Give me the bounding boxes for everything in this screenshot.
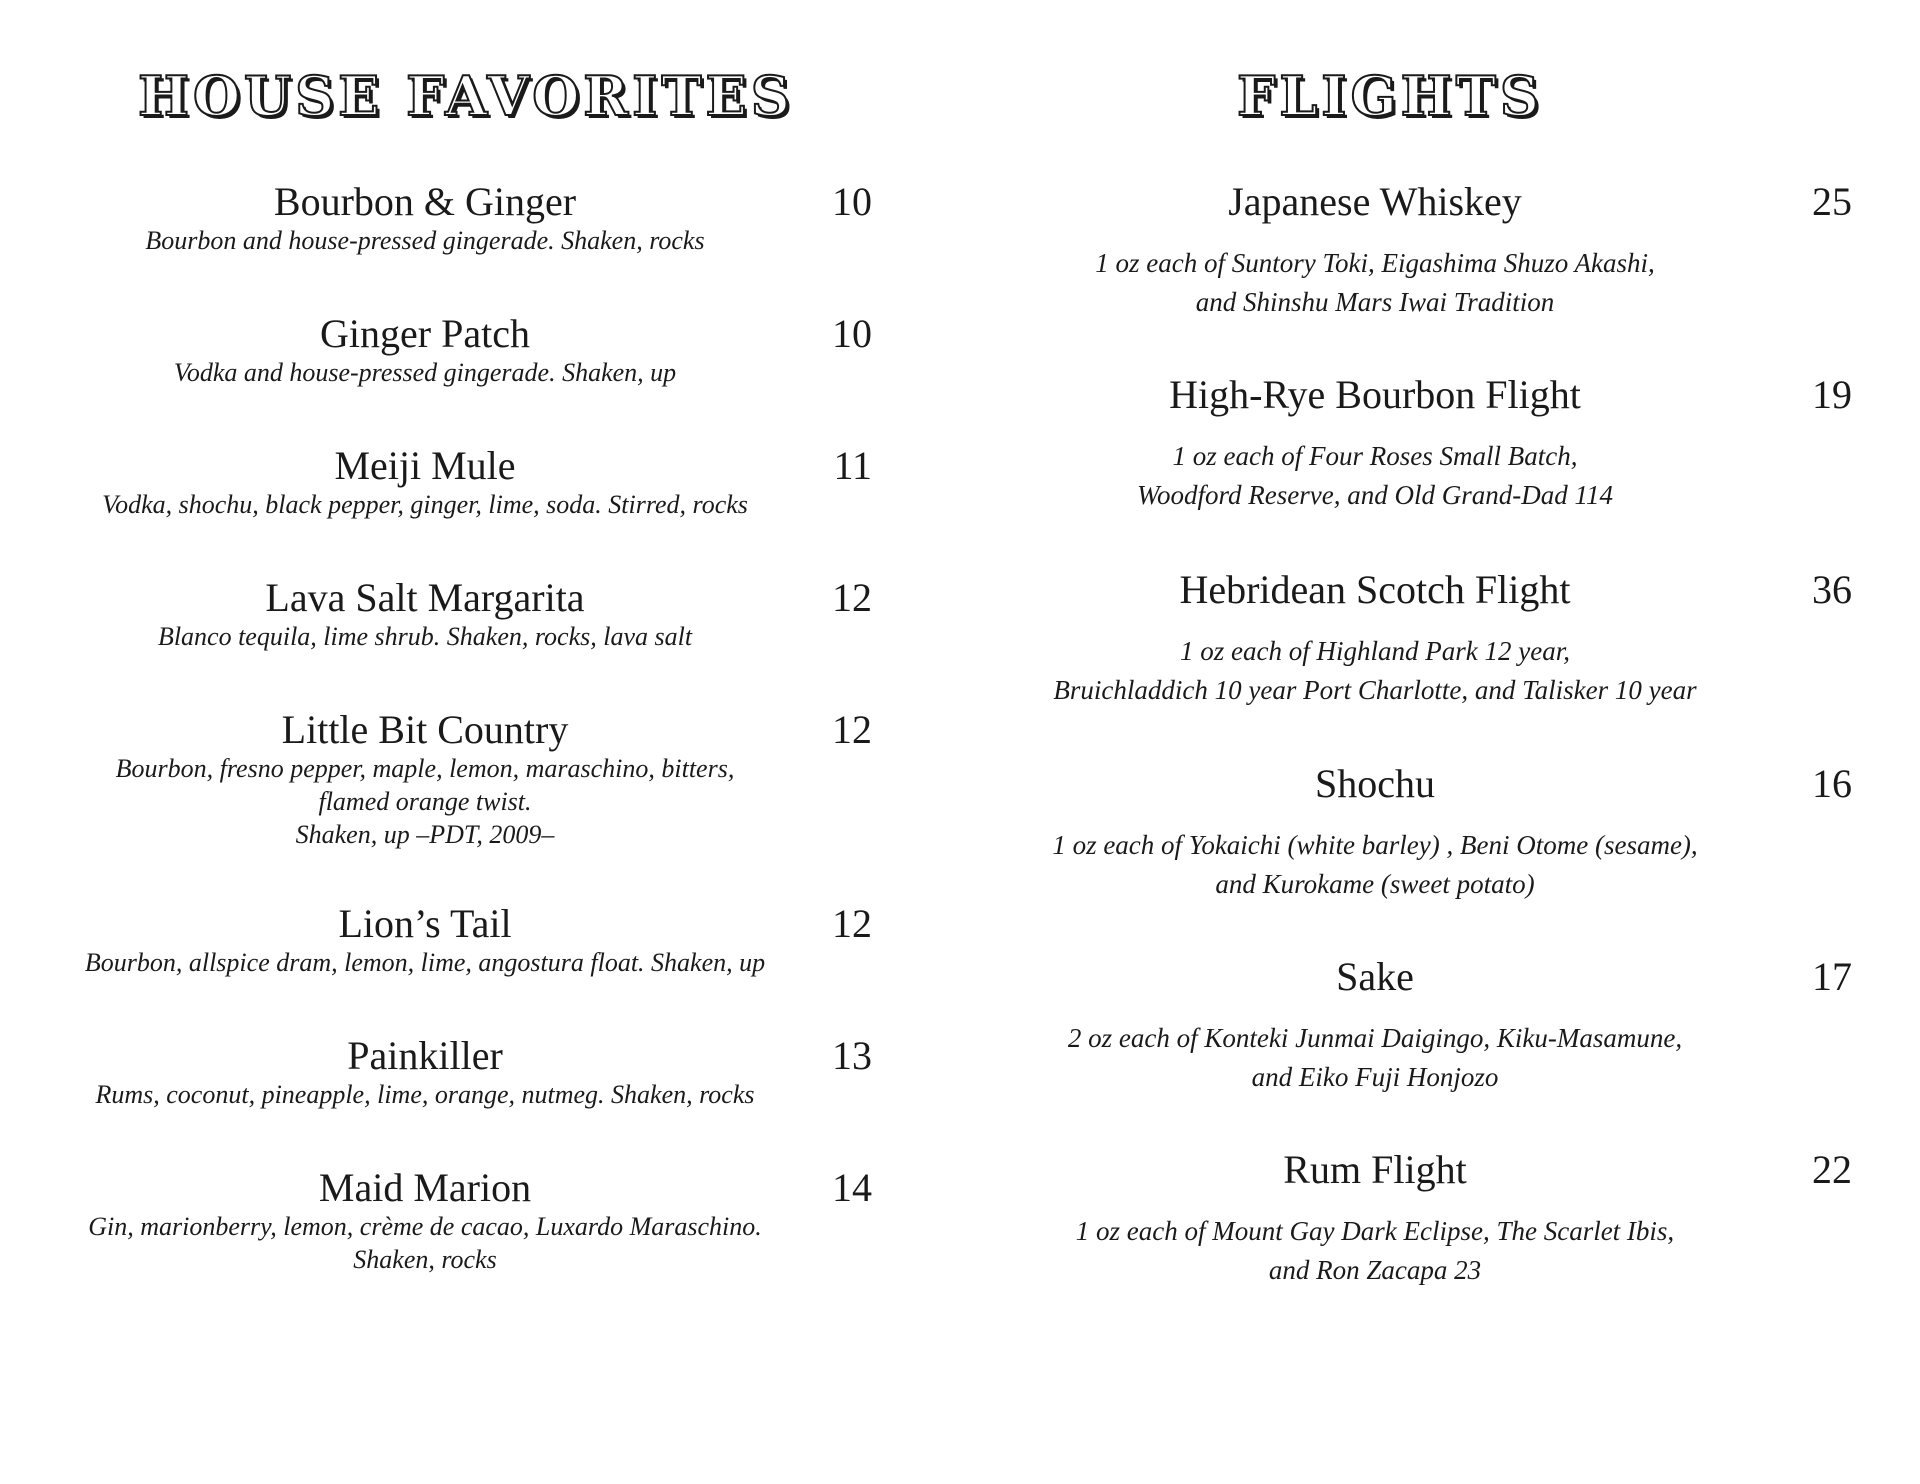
description-line: flamed orange twist.	[318, 787, 532, 816]
description-line: Woodford Reserve, and Old Grand-Dad 114	[1137, 480, 1613, 510]
item-name: Shochu	[1315, 761, 1435, 806]
item-name: Hebridean Scotch Flight	[1179, 567, 1571, 612]
item-name: Bourbon & Ginger	[273, 179, 577, 224]
flights-heading: FLIGHTS	[1237, 64, 1543, 128]
item-description	[80, 1078, 770, 1111]
item-price: 13	[832, 1033, 872, 1078]
item-name: Lava Salt Margarita	[265, 575, 585, 620]
description-line: 1 oz each of Highland Park 12 year,	[1180, 636, 1570, 666]
description-line: 1 oz each of Four Roses Small Batch,	[1172, 441, 1578, 471]
item-description	[1030, 826, 1720, 904]
item-price: 11	[833, 443, 872, 488]
item-name: Maid Marion	[318, 1165, 532, 1210]
item-description	[80, 224, 770, 257]
description-line: and Ron Zacapa 23	[1268, 1255, 1482, 1285]
description-line: Shaken, up –PDT, 2009–	[295, 820, 555, 849]
item-description	[1030, 1019, 1720, 1097]
item-price: 14	[832, 1165, 872, 1210]
item-price: 22	[1812, 1147, 1852, 1192]
description-line: Bruichladdich 10 year Port Charlotte, and Talisker 10 year	[1053, 675, 1697, 705]
item-name: Sake	[1336, 954, 1414, 999]
item-description	[80, 620, 770, 653]
description-line: Gin, marionberry, lemon, crème de cacao, Luxardo Maraschino.	[88, 1212, 762, 1241]
description-line: 1 oz each of Suntory Toki, Eigashima Shuzo Akashi,	[1095, 248, 1655, 278]
item-description	[80, 752, 770, 851]
item-description	[1030, 437, 1720, 515]
item-price: 12	[832, 707, 872, 752]
item-description	[80, 946, 770, 979]
description-line: and Kurokame (sweet potato)	[1215, 869, 1535, 899]
item-description	[1030, 244, 1720, 322]
description-line: Bourbon and house-pressed gingerade. Shaken, rocks	[145, 226, 705, 255]
item-name: Rum Flight	[1283, 1147, 1467, 1192]
house-favorites-heading: HOUSE FAVORITES	[138, 64, 794, 128]
item-price: 12	[832, 575, 872, 620]
item-price: 12	[832, 901, 872, 946]
description-line: Blanco tequila, lime shrub. Shaken, rocks, lava salt	[157, 622, 693, 651]
item-name: Lion’s Tail	[338, 901, 512, 946]
description-line: and Shinshu Mars Iwai Tradition	[1195, 287, 1555, 317]
description-line: Bourbon, fresno pepper, maple, lemon, maraschino, bitters,	[115, 754, 735, 783]
item-price: 17	[1812, 954, 1852, 999]
description-line: 2 oz each of Konteki Junmai Daigingo, Kiku-Masamune,	[1067, 1023, 1683, 1053]
description-line: 1 oz each of Mount Gay Dark Eclipse, The Scarlet Ibis,	[1075, 1216, 1675, 1246]
item-description	[1030, 632, 1720, 710]
description-line: Rums, coconut, pineapple, lime, orange, nutmeg. Shaken, rocks	[95, 1080, 755, 1109]
item-name: Little Bit Country	[281, 707, 569, 752]
item-price: 10	[832, 179, 872, 224]
item-price: 25	[1812, 179, 1852, 224]
description-line: Vodka and house-pressed gingerade. Shaken, up	[173, 358, 677, 387]
description-line: 1 oz each of Yokaichi (white barley) , Beni Otome (sesame),	[1052, 830, 1698, 860]
item-name: Ginger Patch	[320, 311, 530, 356]
item-description	[80, 1210, 770, 1276]
description-line: Shaken, rocks	[353, 1245, 497, 1274]
item-price: 19	[1812, 372, 1852, 417]
description-line: and Eiko Fuji Honjozo	[1251, 1062, 1499, 1092]
description-line: Bourbon, allspice dram, lemon, lime, angostura float. Shaken, up	[84, 948, 766, 977]
item-description	[80, 356, 770, 389]
item-price: 16	[1812, 761, 1852, 806]
description-line: Vodka, shochu, black pepper, ginger, lime, soda. Stirred, rocks	[102, 490, 748, 519]
item-price: 10	[832, 311, 872, 356]
item-name: High-Rye Bourbon Flight	[1169, 372, 1581, 417]
item-description	[1030, 1212, 1720, 1290]
item-price: 36	[1812, 567, 1852, 612]
item-name: Meiji Mule	[334, 443, 516, 488]
item-name: Japanese Whiskey	[1228, 179, 1522, 224]
item-name: Painkiller	[347, 1033, 503, 1078]
item-description	[80, 488, 770, 521]
